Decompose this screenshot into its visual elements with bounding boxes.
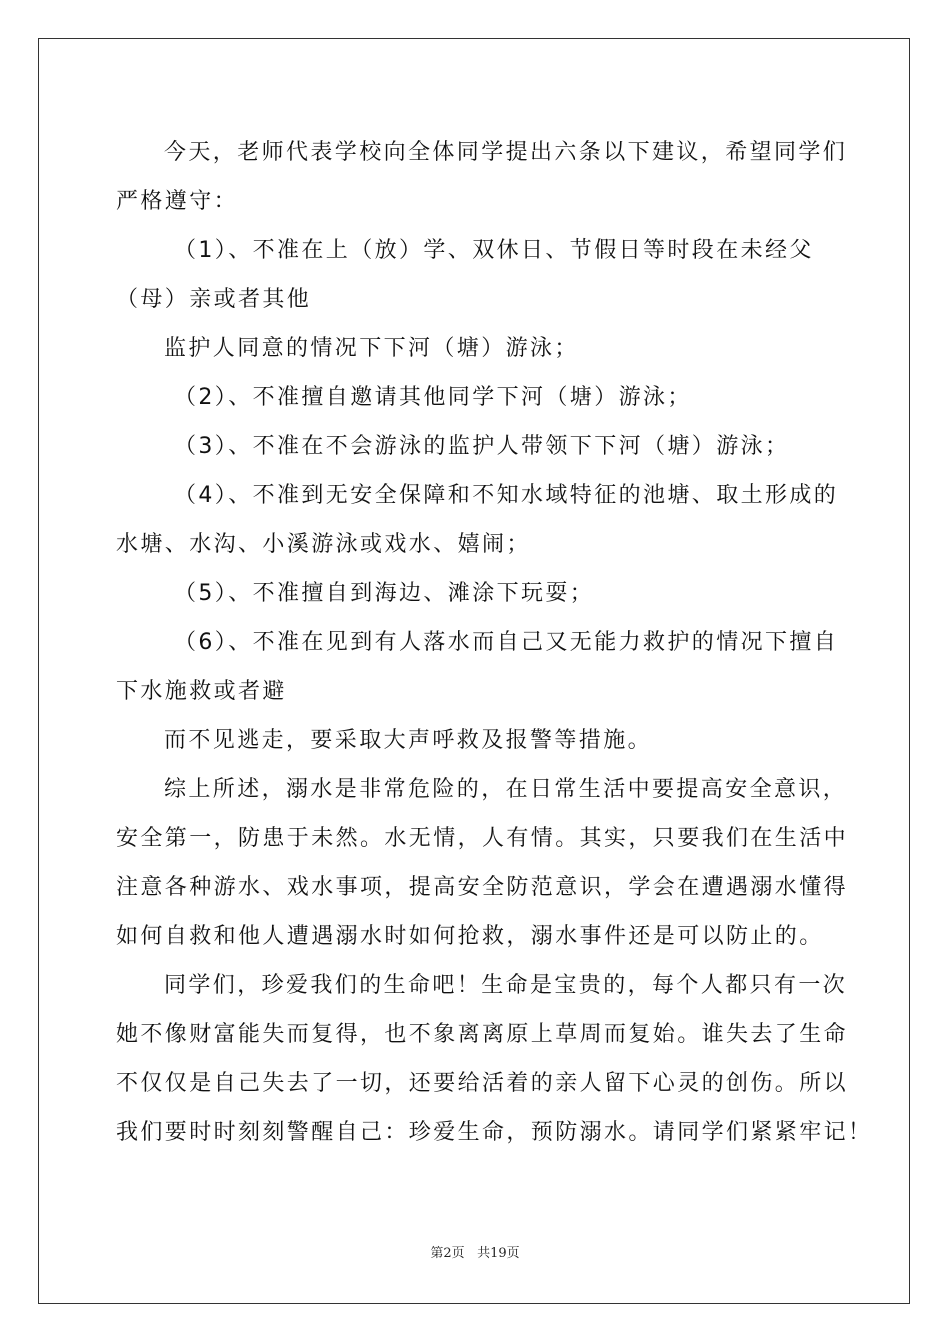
closing-line-4: 我们要时时刻刻警醒自己：珍爱生命，预防溺水。请同学们紧紧牢记！ <box>116 1120 873 1145</box>
paragraph-intro-line-1: 今天，老师代表学校向全体同学提出六条以下建议，希望同学们 <box>164 140 848 165</box>
closing-line-1: 同学们，珍爱我们的生命吧！生命是宝贵的，每个人都只有一次 <box>164 973 848 998</box>
rule-4-line-2: 水塘、水沟、小溪游泳或戏水、嬉闹； <box>116 532 531 557</box>
summary-line-3: 注意各种游水、戏水事项，提高安全防范意识，学会在遭遇溺水懂得 <box>116 875 849 900</box>
rule-2: （2）、不准擅自邀请其他同学下河（塘）游泳； <box>174 385 692 410</box>
closing-line-2: 她不像财富能失而复得，也不象离离原上草周而复始。谁失去了生命 <box>116 1022 849 1047</box>
summary-line-2: 安全第一，防患于未然。水无情，人有情。其实，只要我们在生活中 <box>116 826 849 851</box>
rule-3: （3）、不准在不会游泳的监护人带领下下河（塘）游泳； <box>174 434 790 459</box>
closing-line-3: 不仅仅是自己失去了一切，还要给活着的亲人留下心灵的创伤。所以 <box>116 1071 849 1096</box>
rule-1-line-3: 监护人同意的情况下下河（塘）游泳； <box>164 336 579 361</box>
rule-6-line-1: （6）、不准在见到有人落水而自己又无能力救护的情况下擅自 <box>174 630 839 655</box>
page-total: 共19页 <box>477 1246 520 1261</box>
rule-6-line-2: 下水施救或者避 <box>116 679 287 704</box>
summary-line-4: 如何自救和他人遭遇溺水时如何抢救，溺水事件还是可以防止的。 <box>116 924 824 949</box>
page-number: 第2页 <box>430 1246 465 1261</box>
rule-1-line-2: （母）亲或者其他 <box>116 287 312 312</box>
summary-line-1: 综上所述，溺水是非常危险的，在日常生活中要提高安全意识， <box>164 777 848 802</box>
page-footer <box>0 1242 950 1261</box>
document-body <box>116 128 873 1157</box>
rule-5: （5）、不准擅自到海边、滩涂下玩耍； <box>174 581 595 606</box>
rule-4-line-1: （4）、不准到无安全保障和不知水域特征的池塘、取土形成的 <box>174 483 839 508</box>
rule-1-line-1: （1）、不准在上（放）学、双休日、节假日等时段在未经父 <box>174 238 814 263</box>
rule-6-line-3: 而不见逃走，要采取大声呼救及报警等措施。 <box>164 728 653 753</box>
paragraph-intro-line-2: 严格遵守： <box>116 189 239 214</box>
